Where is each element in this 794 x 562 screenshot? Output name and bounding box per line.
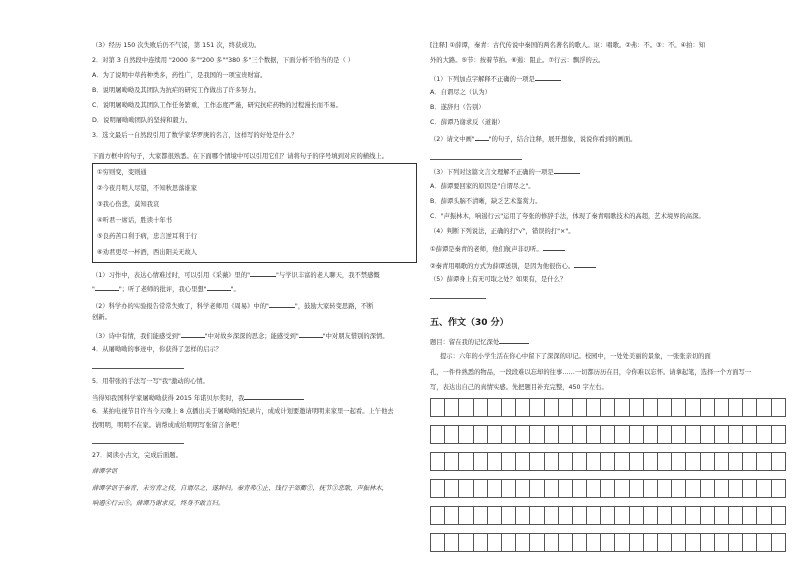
- answer-rule: [92, 368, 184, 369]
- grid-cell[interactable]: [516, 507, 530, 525]
- answer-blank[interactable]: [499, 337, 529, 344]
- grid-cell[interactable]: [473, 399, 487, 417]
- grid-cell[interactable]: [572, 399, 586, 417]
- question-2: 2．对第 3 自然段中连续用 "2000 多""200 多""380 多"三个数据，下面分析不恰当的是（ ）: [92, 57, 355, 64]
- grid-gap: [431, 444, 786, 453]
- grid-cell[interactable]: [487, 480, 501, 498]
- quote-item: ⑥劝君更尽一杯酒，西出阳关无故人: [97, 249, 198, 256]
- grid-cell[interactable]: [544, 507, 558, 525]
- grid-cell[interactable]: [743, 480, 757, 498]
- grid-cell[interactable]: [700, 507, 714, 525]
- grid-cell[interactable]: [757, 480, 771, 498]
- fill-text: 题目：留在我的记忆深处: [430, 339, 500, 346]
- essay-prompt: 写，表达出自己的真情实感。先把题目补充完整，450 字左右。: [430, 384, 608, 391]
- question-27: 27．阅读小古文，完成后面题。: [92, 452, 182, 459]
- grid-gap: [431, 417, 786, 426]
- answer-blank[interactable]: [207, 284, 231, 291]
- grid-cell[interactable]: [516, 534, 530, 552]
- grid-cell[interactable]: [530, 507, 544, 525]
- grid-cell[interactable]: [658, 480, 672, 498]
- grid-cell[interactable]: [757, 507, 771, 525]
- fill-line-1: [92, 270, 380, 280]
- grid-row: [431, 507, 786, 525]
- grid-cell[interactable]: [459, 399, 473, 417]
- grid-cell[interactable]: [572, 480, 586, 498]
- grid-cell[interactable]: [728, 480, 742, 498]
- grid-cell[interactable]: [601, 507, 615, 525]
- grid-cell[interactable]: [700, 453, 714, 471]
- grid-cell[interactable]: [757, 399, 771, 417]
- grid-cell[interactable]: [728, 507, 742, 525]
- judge-item: [430, 244, 565, 254]
- fill-text: （2）科学办的实验报告常常失败了，科学老师用《周易》中的": [92, 303, 269, 310]
- question-4: 4．从屠呦呦的事迹中，你获得了怎样的启示？: [92, 346, 222, 353]
- grid-cell[interactable]: [686, 534, 700, 552]
- fill-text: "。: [230, 286, 240, 293]
- essay-prompt: 提示：六年的小学生活在你心中留下了深深的印记。校园中，一处处美丽的景象，一张张亲切的面: [440, 353, 711, 360]
- answer-blank[interactable]: [299, 331, 323, 338]
- grid-cell[interactable]: [572, 426, 586, 444]
- fill-text: "，鼓励大家转变思路，不断: [294, 303, 374, 310]
- grid-cell[interactable]: [629, 507, 643, 525]
- classical-text: 薛谭学讴于秦青，未穷青之技，自谓尽之，遂辞归。秦青弗①止，饯行于郊衢②，抚节③悲歌，声振林木，: [92, 485, 388, 492]
- fill-text: "的句子，结合注释，展开想象，说说你看到的画面。: [488, 136, 637, 143]
- classical-title: 薛谭学讴: [92, 468, 118, 475]
- fill-line-5: [92, 393, 304, 403]
- grid-cell[interactable]: [615, 453, 629, 471]
- grid-cell[interactable]: [615, 399, 629, 417]
- option-a: A．薛谭要回家的原因是"自谓尽之"。: [430, 183, 535, 190]
- option-b: B．薛谭头脑不清晰，缺乏艺术鉴赏力。: [430, 198, 542, 205]
- grid-cell[interactable]: [459, 426, 473, 444]
- grid-cell[interactable]: [615, 534, 629, 552]
- text-line: （3）经历 150 次失败后仍不气馁，第 151 次，终获成功。: [92, 42, 261, 49]
- grid-cell[interactable]: [473, 480, 487, 498]
- grid-cell[interactable]: [587, 480, 601, 498]
- grid-cell[interactable]: [686, 399, 700, 417]
- grid-cell[interactable]: [728, 534, 742, 552]
- answer-rule: [92, 443, 184, 444]
- grid-cell[interactable]: [431, 399, 445, 417]
- grid-cell[interactable]: [672, 480, 686, 498]
- grid-gap-cell: [431, 444, 786, 453]
- grid-cell[interactable]: [714, 426, 728, 444]
- grid-cell[interactable]: [643, 534, 657, 552]
- grid-cell[interactable]: [728, 426, 742, 444]
- grid-cell[interactable]: [629, 426, 643, 444]
- grid-cell[interactable]: [473, 453, 487, 471]
- grid-cell[interactable]: [558, 507, 572, 525]
- question-3: 3．选文最后一自然段引用了数学家华罗庚的名言，这样写的好处是什么？: [92, 132, 298, 139]
- grid-cell[interactable]: [757, 534, 771, 552]
- fill-text: "；听了老师的批评，我心里想": [118, 286, 207, 293]
- grid-cell[interactable]: [601, 453, 615, 471]
- grid-cell[interactable]: [714, 399, 728, 417]
- option-d: D．说明屠呦呦团队的坚持和毅力。: [92, 117, 192, 124]
- instruction-line: 下面方框中的句子，大家都很熟悉。在下面哪个情境中可以引用它们？请将句子的序号填到对应的横线上。: [92, 153, 388, 160]
- grid-cell[interactable]: [544, 534, 558, 552]
- grid-cell[interactable]: [658, 534, 672, 552]
- subquestion-2: [430, 134, 636, 144]
- fill-line-2: [92, 284, 240, 294]
- grid-cell[interactable]: [587, 534, 601, 552]
- grid-cell[interactable]: [700, 399, 714, 417]
- grid-gap-cell: [431, 417, 786, 426]
- fill-text: "与学识丰富的老人聊天，我不禁感慨: [276, 272, 380, 279]
- grid-cell[interactable]: [501, 507, 515, 525]
- grid-cell[interactable]: [516, 480, 530, 498]
- classical-text: 响遏④行云⑤。薛谭乃谢求反，终身不敢言归。: [92, 500, 225, 507]
- grid-cell[interactable]: [743, 399, 757, 417]
- quote-item: ①穷则变，变则通: [97, 169, 147, 176]
- grid-cell[interactable]: [743, 426, 757, 444]
- grid-row: [431, 453, 786, 471]
- quote-item: ⑤良药苦口利于病，忠言逆耳利于行: [97, 233, 198, 240]
- essay-prompt: 孔，一件件熟悉的物品，一段段难以忘却的往事……一切都历历在目，令你难以忘怀。请拿起笔，选择一个方面写一: [430, 369, 752, 376]
- grid-cell[interactable]: [459, 453, 473, 471]
- quote-item: ④听君一席话，胜读十年书: [97, 217, 172, 224]
- grid-cell[interactable]: [501, 534, 515, 552]
- grid-cell[interactable]: [501, 480, 515, 498]
- subquestion-3: [430, 167, 580, 177]
- grid-cell[interactable]: [629, 534, 643, 552]
- grid-cell[interactable]: [672, 453, 686, 471]
- answer-blank[interactable]: [95, 284, 119, 291]
- quote-item: ③我心伤悲，莫知我哀: [97, 201, 160, 208]
- grid-cell[interactable]: [558, 534, 572, 552]
- grid-cell[interactable]: [629, 480, 643, 498]
- judge-item: [430, 261, 596, 271]
- grid-cell[interactable]: [728, 453, 742, 471]
- notes-line: 外的大路。⑤节：按着节拍。⑥遏：阻止。⑦行云：飘浮的云。: [430, 57, 605, 64]
- grid-cell[interactable]: [459, 480, 473, 498]
- grid-cell[interactable]: [501, 453, 515, 471]
- option-a: A．为了说明中草药种类多，药性广，是我国的一项宝贵财富。: [92, 72, 267, 79]
- grid-cell[interactable]: [501, 426, 515, 444]
- grid-cell[interactable]: [615, 507, 629, 525]
- grid-cell[interactable]: [445, 426, 459, 444]
- grid-cell[interactable]: [743, 507, 757, 525]
- grid-cell[interactable]: [658, 453, 672, 471]
- grid-cell[interactable]: [771, 399, 786, 417]
- grid-cell[interactable]: [587, 399, 601, 417]
- notes-line: [注释] ①薛谭，秦青：古代传说中秦国的两名著名的歌人。讴：唱歌。②弗：不。③：不。④拍：知: [430, 42, 706, 49]
- grid-cell[interactable]: [572, 453, 586, 471]
- question-5: 5．用带张的手法写一写"我"激动的心情。: [92, 378, 209, 385]
- option-c: C．薛谭乃谢求反（道谢）: [430, 119, 504, 126]
- grid-cell[interactable]: [445, 480, 459, 498]
- grid-cell[interactable]: [431, 426, 445, 444]
- grid-cell[interactable]: [757, 426, 771, 444]
- subquestion-1: [430, 74, 561, 84]
- answer-rule: [430, 159, 522, 160]
- essay-title-line: [430, 337, 529, 347]
- grid-gap-cell: [431, 471, 786, 480]
- question-6: 6．某拍电视节目许当今天晚上 8 点播出关于屠呦呦的纪录片，成成计划要邀请明明来家里一起看。上午他去: [92, 408, 394, 415]
- fill-line-4: [92, 331, 389, 341]
- answer-blank[interactable]: [244, 393, 304, 400]
- grid-cell[interactable]: [771, 534, 786, 552]
- grid-cell[interactable]: [643, 399, 657, 417]
- grid-cell[interactable]: [530, 480, 544, 498]
- grid-cell[interactable]: [643, 507, 657, 525]
- grid-cell[interactable]: [672, 534, 686, 552]
- grid-cell[interactable]: [558, 399, 572, 417]
- grid-cell[interactable]: [771, 480, 786, 498]
- quote-item: ②今夜月明人尽望，不知秋思落谁家: [97, 185, 198, 192]
- grid-cell[interactable]: [501, 399, 515, 417]
- grid-cell[interactable]: [530, 453, 544, 471]
- grid-cell[interactable]: [658, 507, 672, 525]
- grid-cell[interactable]: [672, 507, 686, 525]
- grid-gap: [431, 498, 786, 507]
- grid-cell[interactable]: [530, 426, 544, 444]
- grid-gap-cell: [431, 498, 786, 507]
- grid-cell[interactable]: [714, 453, 728, 471]
- grid-cell[interactable]: [658, 399, 672, 417]
- grid-cell[interactable]: [487, 426, 501, 444]
- grid-cell[interactable]: [530, 534, 544, 552]
- fill-text: 当得知我国科学家屠呦呦获得 2015 年诺贝尔奖时，我: [92, 395, 245, 402]
- fill-text: ": [92, 286, 95, 293]
- grid-cell[interactable]: [714, 534, 728, 552]
- section-heading: 五、作文（30 分）: [430, 318, 509, 328]
- answer-blank[interactable]: [574, 261, 596, 268]
- grid-cell[interactable]: [757, 453, 771, 471]
- grid-cell[interactable]: [686, 426, 700, 444]
- grid-cell[interactable]: [700, 426, 714, 444]
- grid-row: [431, 426, 786, 444]
- answer-blank[interactable]: [543, 244, 565, 251]
- option-b: B．说明屠呦呦及其团队为抗疟的研究工作做出了许多努力。: [92, 87, 261, 94]
- subquestion-4: （4）判断下列说法，正确的打"√"，错误的打"×"。: [430, 228, 575, 235]
- grid-cell[interactable]: [445, 534, 459, 552]
- grid-cell[interactable]: [572, 507, 586, 525]
- grid-cell[interactable]: [601, 534, 615, 552]
- grid-cell[interactable]: [714, 507, 728, 525]
- grid-cell[interactable]: [459, 534, 473, 552]
- grid-gap: [431, 525, 786, 534]
- grid-cell[interactable]: [771, 507, 786, 525]
- grid-cell[interactable]: [431, 480, 445, 498]
- grid-cell[interactable]: [601, 480, 615, 498]
- grid-cell[interactable]: [672, 399, 686, 417]
- grid-cell[interactable]: [530, 399, 544, 417]
- grid-cell[interactable]: [771, 426, 786, 444]
- answer-blank[interactable]: [250, 270, 276, 277]
- grid-cell[interactable]: [629, 399, 643, 417]
- grid-cell[interactable]: [487, 534, 501, 552]
- fill-line-3: [92, 301, 373, 311]
- grid-cell[interactable]: [445, 399, 459, 417]
- grid-cell[interactable]: [445, 453, 459, 471]
- option-a: A．自谓尽之（认为）: [430, 89, 491, 96]
- grid-cell[interactable]: [615, 480, 629, 498]
- grid-cell[interactable]: [516, 453, 530, 471]
- grid-cell[interactable]: [544, 480, 558, 498]
- grid-row: [431, 399, 786, 417]
- fill-text: "中对故乡深深的思念；能感受到": [204, 333, 299, 340]
- grid-cell[interactable]: [700, 534, 714, 552]
- grid-cell[interactable]: [431, 507, 445, 525]
- grid-cell[interactable]: [558, 453, 572, 471]
- grid-cell[interactable]: [587, 426, 601, 444]
- fill-text: （3）下列对这篇文言文理解不正确的一项是: [430, 169, 554, 176]
- grid-cell[interactable]: [714, 480, 728, 498]
- grid-gap-cell: [431, 525, 786, 534]
- grid-cell[interactable]: [431, 453, 445, 471]
- grid-cell[interactable]: [615, 426, 629, 444]
- quotes-box: [92, 163, 417, 263]
- grid-cell[interactable]: [558, 426, 572, 444]
- grid-gap: [431, 471, 786, 480]
- question-6-cont: 找明明，明明不在家。请帮成成给明明写张留言条吧！: [92, 422, 244, 429]
- grid-cell[interactable]: [459, 507, 473, 525]
- grid-cell[interactable]: [544, 453, 558, 471]
- grid-row: [431, 480, 786, 498]
- grid-cell[interactable]: [743, 453, 757, 471]
- grid-cell[interactable]: [643, 426, 657, 444]
- composition-grid[interactable]: [430, 398, 786, 524]
- grid-cell[interactable]: [658, 426, 672, 444]
- marker-line: [475, 134, 489, 141]
- grid-cell[interactable]: [686, 453, 700, 471]
- grid-cell[interactable]: [572, 534, 586, 552]
- grid-cell[interactable]: [728, 399, 742, 417]
- grid-cell[interactable]: [629, 453, 643, 471]
- grid-cell[interactable]: [587, 453, 601, 471]
- answer-blank[interactable]: [269, 301, 295, 308]
- fill-text: （3）诗中有情，我们能感受到": [92, 333, 181, 340]
- grid-cell[interactable]: [516, 399, 530, 417]
- fill-text: "中对朋友惜别的深情。: [322, 333, 389, 340]
- grid-cell[interactable]: [587, 507, 601, 525]
- fill-text: （1）下列加点字解释不正确的一项是: [430, 76, 535, 83]
- grid-cell[interactable]: [601, 399, 615, 417]
- subquestion-5: （5）薛谭身上有无可取之处？如果有，是什么？: [430, 276, 567, 283]
- grid-cell[interactable]: [544, 399, 558, 417]
- grid-cell[interactable]: [700, 480, 714, 498]
- fill-text: ①薛谭是秦青的老师，他们航声非切听。: [430, 246, 543, 253]
- fill-text: （2）请文中画": [430, 136, 475, 143]
- option-c: C．说明屠呦呦及其团队工作任务繁重，工作态度严谨，研究抗疟药物的过程漫长而不易。: [92, 102, 342, 109]
- fill-text: 创新。: [92, 314, 111, 321]
- grid-cell[interactable]: [516, 426, 530, 444]
- grid-cell[interactable]: [743, 534, 757, 552]
- grid-row: [431, 534, 786, 552]
- grid-cell[interactable]: [487, 399, 501, 417]
- answer-blank[interactable]: [181, 331, 205, 338]
- fill-text: （1）习作中，表达心情难过时，可以引用《采薇》里的": [92, 272, 251, 279]
- grid-cell[interactable]: [672, 426, 686, 444]
- grid-cell[interactable]: [431, 534, 445, 552]
- answer-rule: [430, 298, 486, 299]
- grid-cell[interactable]: [473, 534, 487, 552]
- grid-cell[interactable]: [643, 480, 657, 498]
- grid-cell[interactable]: [445, 507, 459, 525]
- grid-cell[interactable]: [771, 453, 786, 471]
- fill-text: ②秦青用唱歌的方式为薛谭送别，是因为他很伤心。: [430, 263, 575, 270]
- grid-cell[interactable]: [487, 507, 501, 525]
- grid-cell[interactable]: [686, 507, 700, 525]
- grid-cell[interactable]: [487, 453, 501, 471]
- grid-table[interactable]: [430, 398, 786, 552]
- grid-cell[interactable]: [643, 453, 657, 471]
- grid-cell[interactable]: [686, 480, 700, 498]
- answer-blank[interactable]: [554, 167, 580, 174]
- option-c: C．"声振林木，响遏行云"运用了夸张的修辞手法，体现了秦青唱歌技术的高超，艺术境界的高深。: [430, 213, 705, 220]
- grid-cell[interactable]: [544, 426, 558, 444]
- grid-cell[interactable]: [473, 507, 487, 525]
- option-b: B．遂辞归（告别）: [430, 104, 485, 111]
- grid-cell[interactable]: [473, 426, 487, 444]
- grid-cell[interactable]: [558, 480, 572, 498]
- grid-cell[interactable]: [601, 426, 615, 444]
- answer-blank[interactable]: [535, 74, 561, 81]
